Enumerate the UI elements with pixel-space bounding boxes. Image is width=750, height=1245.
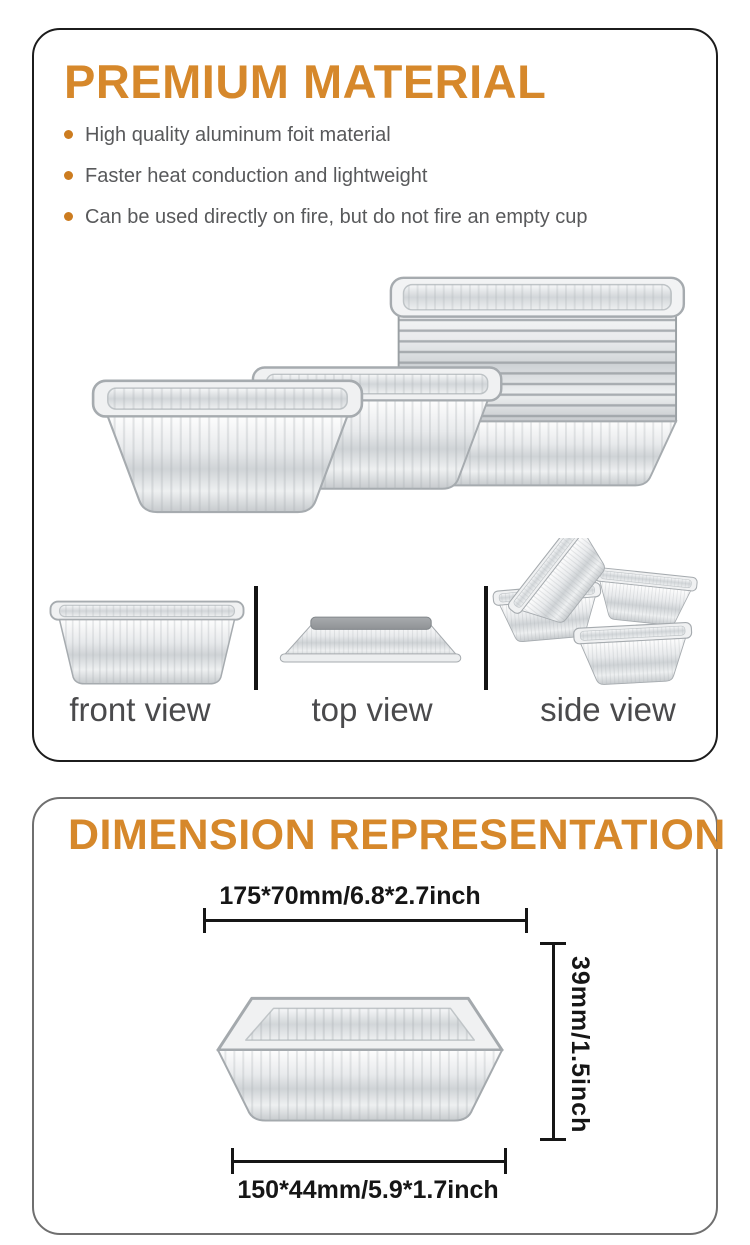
dimension-tray-image (212, 982, 510, 1130)
bullet-text: High quality aluminum foit material (85, 124, 391, 146)
premium-bullet-list (64, 122, 664, 245)
premium-material-title: PREMIUM MATERIAL (64, 55, 547, 108)
bullet-item (64, 163, 664, 189)
view-label-top: top view (311, 691, 433, 728)
dimension-tick (525, 908, 528, 933)
bullet-text: Faster heat conduction and lightweight (85, 165, 428, 187)
height-dimension-label: 39mm/1.5inch (566, 956, 594, 1134)
bottom-dimension-line (232, 1160, 506, 1163)
view-label-front: front view (69, 691, 211, 728)
view-divider (484, 586, 488, 690)
front-view-image (48, 594, 246, 686)
bullet-item (64, 122, 664, 148)
dimension-tick (504, 1148, 507, 1174)
bullet-dot-icon (64, 212, 73, 221)
view-label-side: side view (540, 691, 676, 728)
top-view-image (268, 584, 472, 686)
dimension-title: DIMENSION REPRESENTATION (68, 811, 726, 859)
height-dimension-line (552, 942, 555, 1140)
bullet-text: Can be used directly on fire, but do not fire an empty cup (85, 206, 588, 228)
dimension-tick (231, 1148, 234, 1174)
view-divider (254, 586, 258, 690)
top-dimension-label: 175*70mm/6.8*2.7inch (219, 882, 481, 910)
bullet-item (64, 204, 664, 230)
bottom-dimension-label: 150*44mm/5.9*1.7inch (237, 1176, 499, 1204)
side-view-image (492, 538, 708, 690)
aluminum-pans-photo (45, 262, 705, 524)
bullet-dot-icon (64, 130, 73, 139)
bullet-dot-icon (64, 171, 73, 180)
dimension-tick (203, 908, 206, 933)
top-dimension-line (203, 919, 527, 922)
dimension-tick (540, 1138, 566, 1141)
